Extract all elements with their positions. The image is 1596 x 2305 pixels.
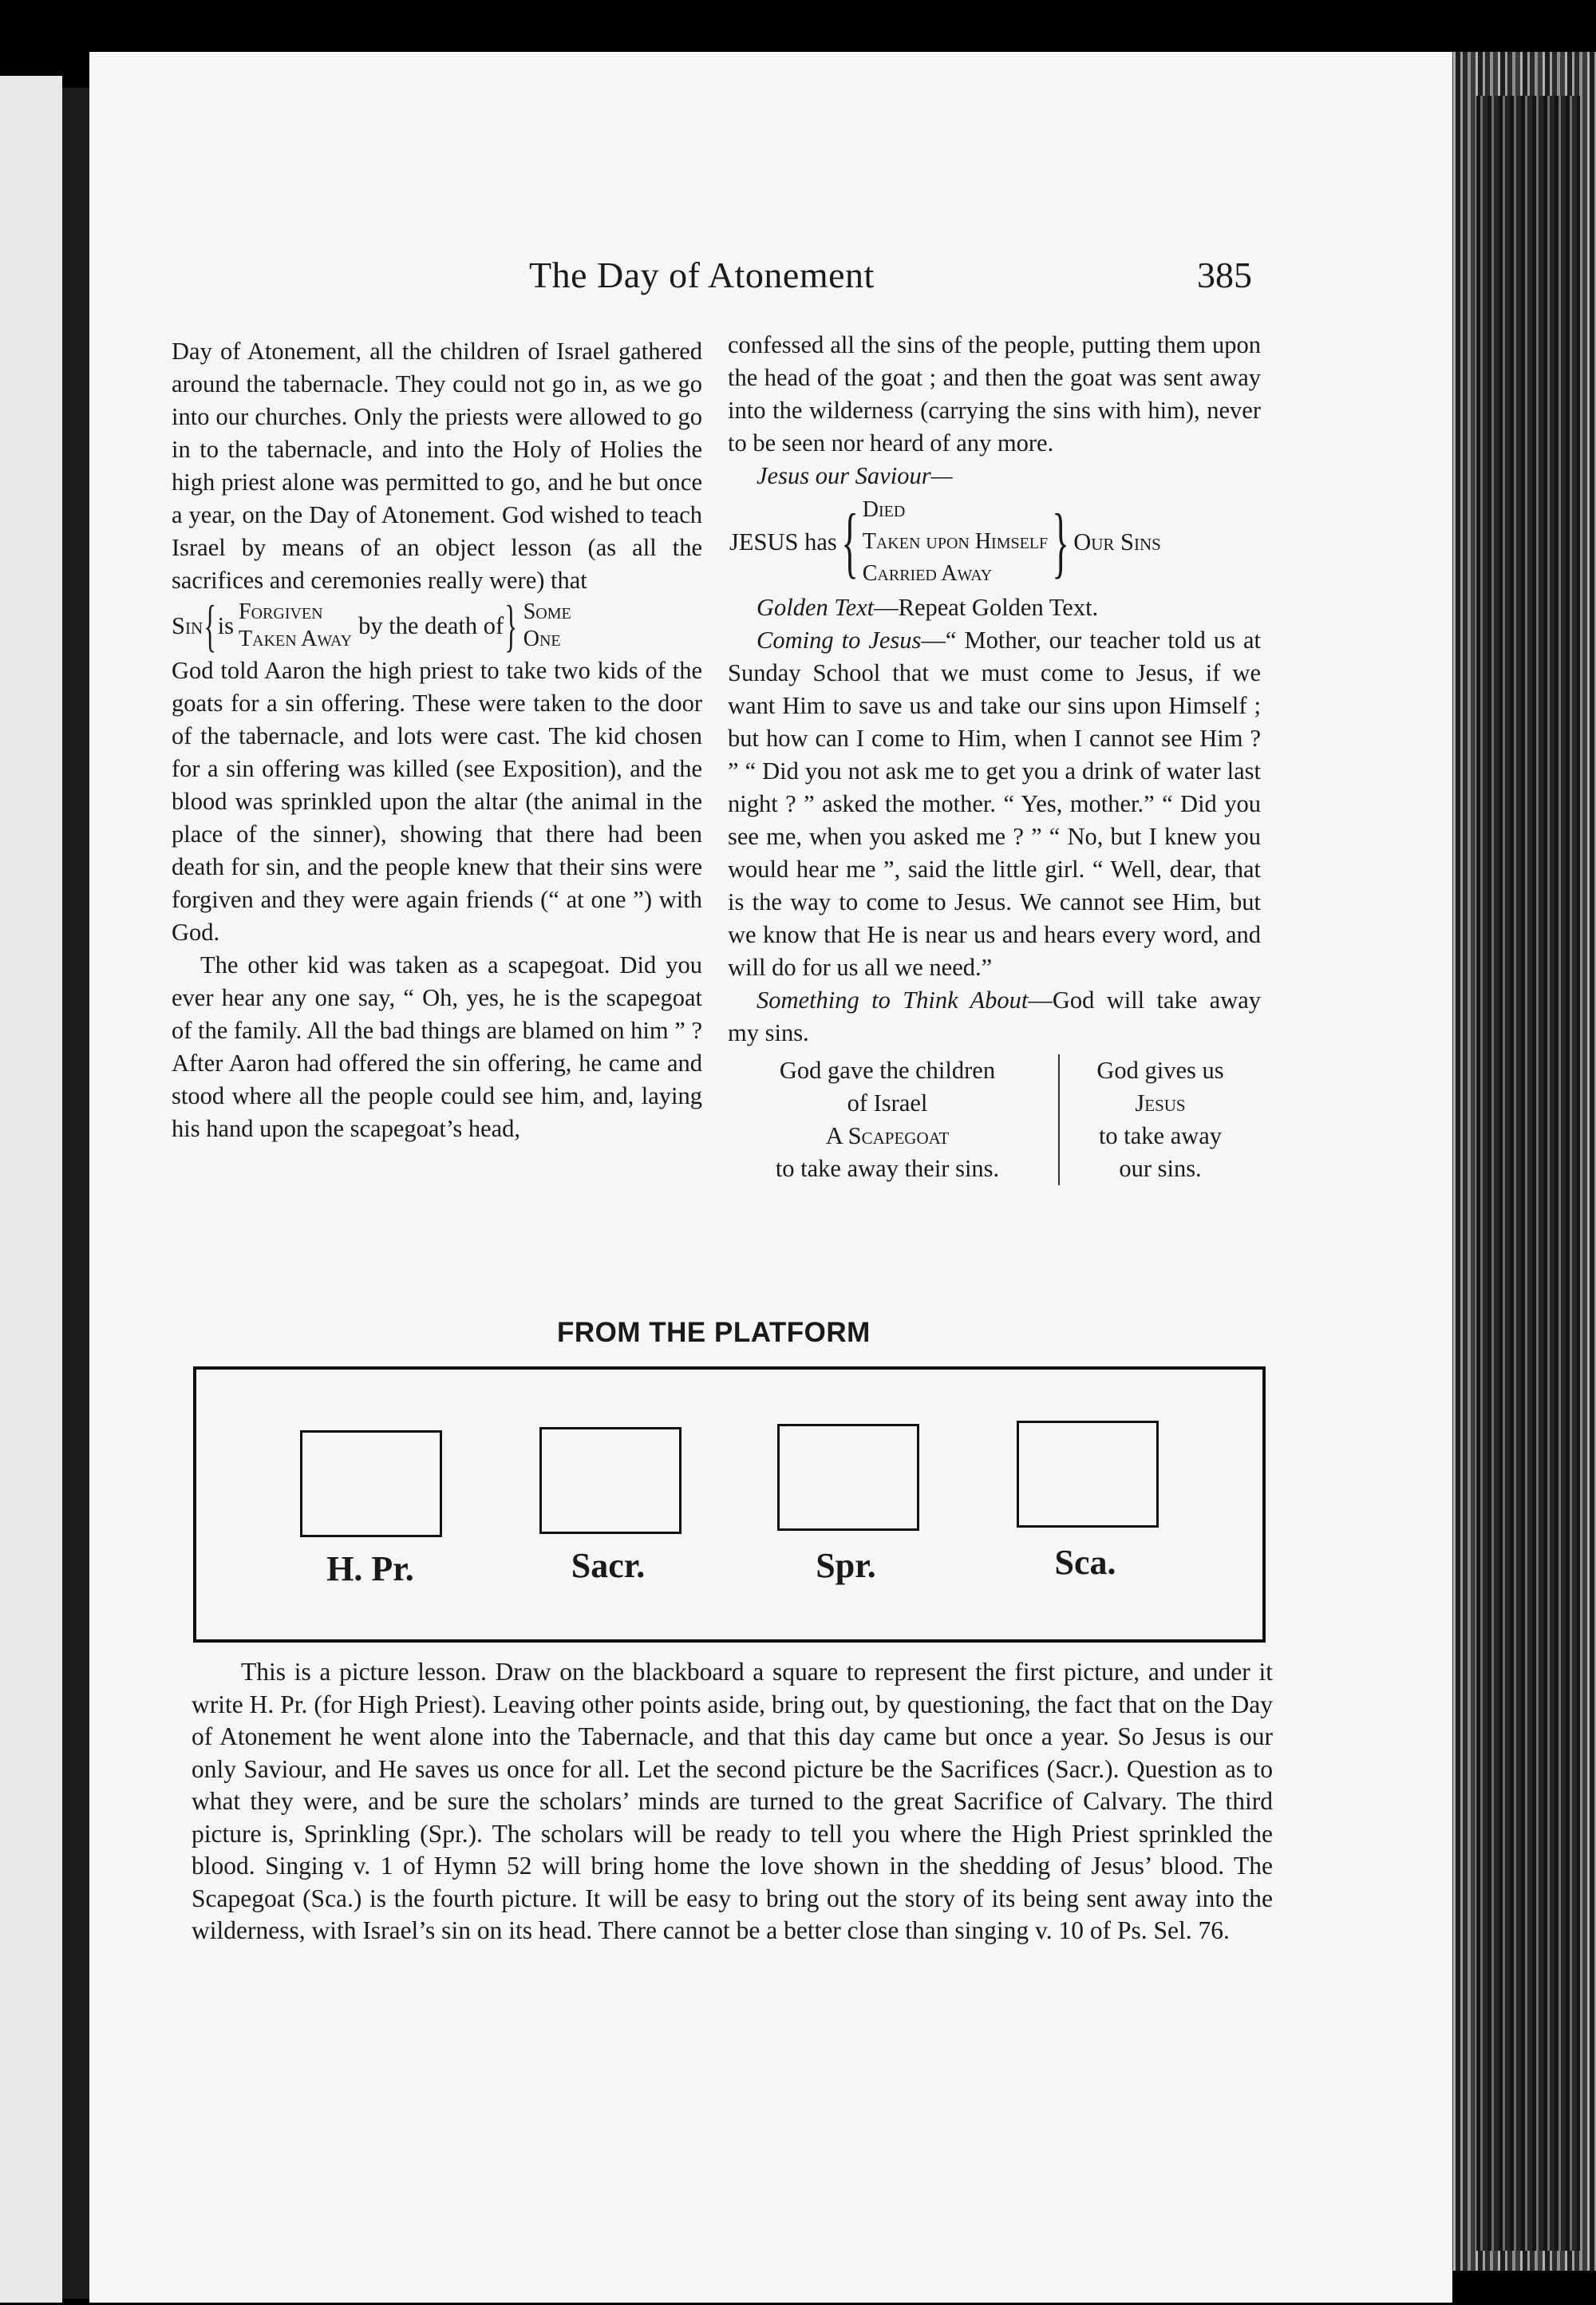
jesus-saviour-heading: Jesus our Saviour— <box>757 462 953 489</box>
right-para-1: confessed all the sins of the people, putting them upon the head of the goat ; and then the goat was sent away into the wilderness (carrying the sins with him), never to be seen nor heard of any more. <box>728 331 1261 457</box>
facing-page-edge <box>0 76 62 2303</box>
picture-square-1 <box>300 1430 442 1537</box>
sin-options <box>239 599 352 653</box>
compare-right-line: our sins. <box>1119 1155 1202 1182</box>
picture-label-3: Spr. <box>816 1546 876 1585</box>
golden-text-label: Golden Text <box>757 594 875 621</box>
some-word: Some <box>523 599 571 624</box>
jesus-diagram <box>729 494 1261 590</box>
coming-to-jesus-para <box>728 624 1261 984</box>
book-fore-edge-dark <box>1476 96 1580 2251</box>
think-label: Something to Think About <box>757 986 1029 1014</box>
left-para-1: Day of Atonement, all the children of Israel gathered around the tabernacle. They could not go in, as we go into our churches. Only the priests were allowed to go in to the tabernacle, and into the Holy of Holies the high priest alone was permitted to go, and he but once a year, on the Day of Atonement. God wished to teach Israel by means of an object lesson (as all the sacrifices and ceremonies really were) that <box>172 338 702 594</box>
left-column <box>172 335 702 1145</box>
jesus-has: JESUS has <box>729 528 837 555</box>
one-word: One <box>523 627 561 651</box>
taken-upon-word: Taken upon Himself <box>862 529 1049 554</box>
picture-label-1: H. Pr. <box>326 1549 414 1588</box>
by-death-phrase: by the death of <box>358 611 504 639</box>
compare-left-line: God gave the children <box>779 1057 996 1084</box>
coming-label: Coming to Jesus <box>757 627 922 654</box>
taken-away-word: Taken Away <box>239 627 353 651</box>
picture-square-2 <box>539 1427 681 1534</box>
picture-label-4: Sca. <box>1054 1543 1116 1582</box>
right-column <box>728 329 1261 1185</box>
think-about-para <box>728 984 1261 1050</box>
forgiven-word: Forgiven <box>239 599 323 624</box>
comparison-left <box>728 1054 1060 1185</box>
sin-diagram <box>172 594 702 658</box>
lesson-instructions <box>192 1656 1273 1947</box>
right-brace: } <box>504 594 518 658</box>
golden-text-line <box>728 591 1261 624</box>
compare-right-line: to take away <box>1098 1122 1223 1149</box>
comparison-block <box>728 1054 1261 1185</box>
left-para-3: The other kid was taken as a scapegoat. Did you ever hear any one say, “ Oh, yes, he is the scapegoat of the family. All the bad things are blamed on him ” ? After Aaron had offered the sin offering, he came and stood where all the people could see him, and, laying his hand upon the scapegoat’s head, <box>172 951 702 1142</box>
jesus-left-brace: { <box>840 497 859 586</box>
our-sins-word: Our Sins <box>1073 528 1161 555</box>
jesus-right-brace: } <box>1052 497 1069 586</box>
left-para-2: God told Aaron the high priest to take two kids of the goats for a sin offering. These were taken to the door of the tabernacle, and lots were cast. The kid chosen for a sin offering was killed (see Exposition), and the blood was sprinkled upon the altar (the animal in the place of the sinner), showing that there had been death for sin, and the people knew that their sins were forgiven and they were again friends (“ at one ”) with God. <box>172 657 702 946</box>
compare-left-line: of Israel <box>847 1089 928 1117</box>
think-body: —God will take away my sins. <box>728 986 1262 1046</box>
gutter-shadow <box>62 88 89 2299</box>
left-brace: { <box>203 594 217 658</box>
picture-label-2: Sacr. <box>571 1546 646 1585</box>
lesson-paragraph: This is a picture lesson. Draw on the blackboard a square to represent the first picture, and under it write H. Pr. (for High Priest). Leaving other points aside, bring out, by questioning, the fact that on the Day of Atonement he went alone into the Tabernacle, and that this day came but once a year. So Jesus is our only Saviour, and He saves us once for all. Let the second picture be the Sacrifices (Sacr.). Question as to what they were, and be sure the scholars’ minds are turned to the great Sacrifice of Calvary. The third picture is, Sprinkling (Spr.). The scholars will be ready to tell you where the High Priest sprinkled the blood. Singing v. 1 of Hymn 52 will bring home the love shown in the shedding of Jesus’ blood. The Scapegoat (Sca.) is the fourth picture. It will be easy to bring out the story of its being sent away into the wilderness, with Israel’s sin on its head. There cannot be a better close than singing v. 10 of Ps. Sel. 76. <box>192 1658 1273 1944</box>
comparison-right <box>1060 1054 1261 1185</box>
some-one-stack <box>523 599 571 653</box>
is-word: is <box>217 611 235 639</box>
sin-word: Sin <box>172 611 203 639</box>
golden-text-body: —Repeat Golden Text. <box>874 594 1099 621</box>
page-number: 385 <box>1197 255 1252 295</box>
compare-left-line: A Scapegoat <box>825 1122 950 1149</box>
running-header: The Day of Atonement <box>529 255 875 295</box>
jesus-options <box>863 494 1048 590</box>
died-word: Died <box>862 497 906 522</box>
coming-body: —“ Mother, our teacher told us at Sunday School that we must come to Jesus, if we want Him to save us and take our sins upon Himself ; but how can I come to Him, when I cannot see Him ? ” “ Did you not ask me to get you a drink of water last night ? ” asked the mother. “ Yes, mother.” “ Did you see me, when you asked me ? ” “ No, but I knew you would hear me ”, said the little girl. “ Well, dear, that is the way to come to Jesus. We cannot see Him, but we know that He is near us and hears every word, and will do for us all we need.” <box>728 627 1261 981</box>
picture-square-4 <box>1017 1421 1159 1528</box>
compare-right-line: Jesus <box>1135 1089 1186 1117</box>
carried-away-word: Carried Away <box>862 561 993 586</box>
blackboard-frame <box>193 1366 1266 1643</box>
picture-square-3 <box>777 1424 919 1531</box>
compare-right-line: God gives us <box>1096 1057 1224 1084</box>
platform-heading: FROM THE PLATFORM <box>557 1317 871 1348</box>
compare-left-line: to take away their sins. <box>775 1155 1000 1182</box>
